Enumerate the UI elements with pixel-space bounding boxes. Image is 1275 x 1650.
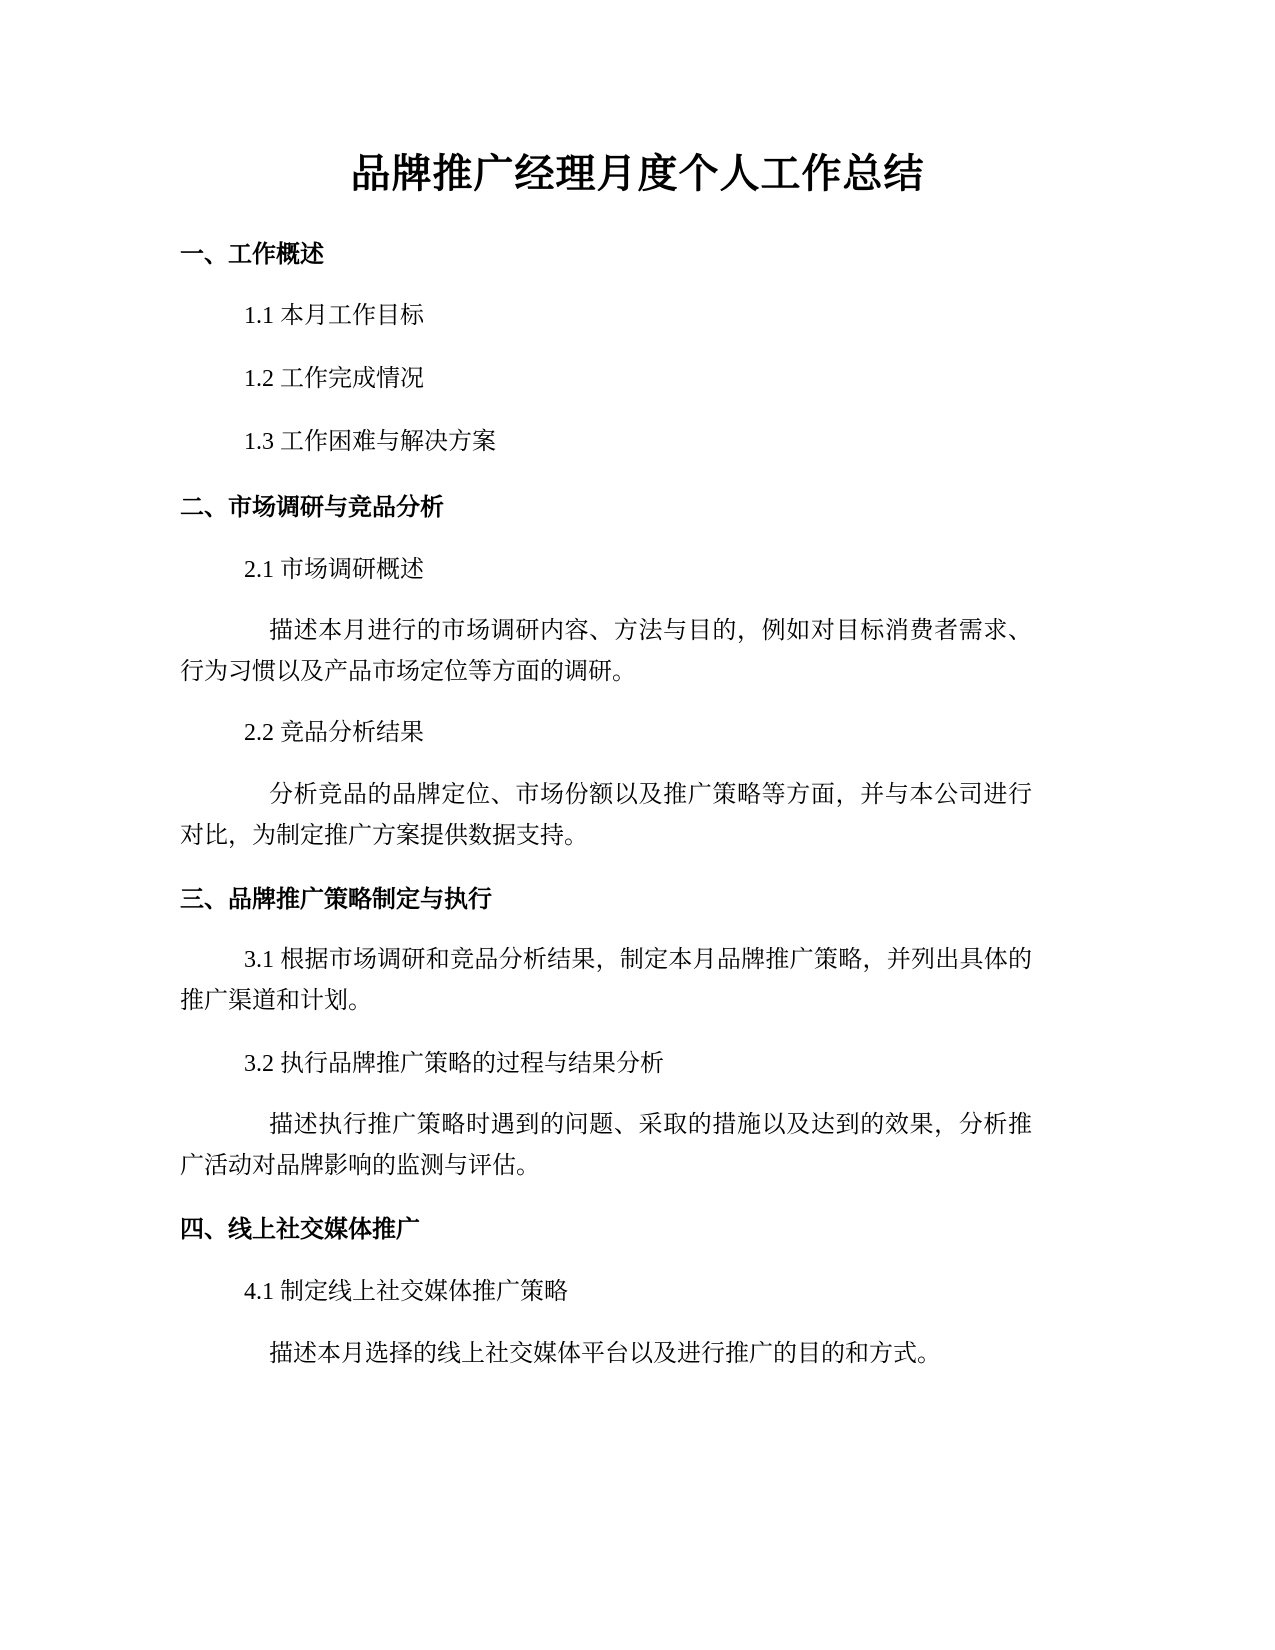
- body-paragraph: 描述执行推广策略时遇到的问题、采取的措施以及达到的效果，分析推广活动对品牌影响的监测与评估。: [180, 1112, 1032, 1179]
- body-paragraph: 分析竞品的品牌定位、市场份额以及推广策略等方面，并与本公司进行对比，为制定推广方案提供数据支持。: [180, 782, 1032, 849]
- section-heading: 一、工作概述: [180, 240, 324, 268]
- section-heading: 三、品牌推广策略制定与执行: [180, 885, 492, 913]
- subsection-heading: 1.3 工作困难与解决方案: [244, 429, 496, 455]
- subsection-heading: 2.2 竞品分析结果: [244, 720, 424, 746]
- section-heading: 四、线上社交媒体推广: [180, 1215, 420, 1243]
- subsection-heading: 1.2 工作完成情况: [244, 366, 424, 392]
- subsection-heading: 4.1 制定线上社交媒体推广策略: [244, 1279, 568, 1305]
- subsection-heading: 1.1 本月工作目标: [244, 303, 424, 329]
- body-paragraph: 描述本月选择的线上社交媒体平台以及进行推广的目的和方式。: [269, 1341, 941, 1367]
- body-paragraph: 描述本月进行的市场调研内容、方法与目的，例如对目标消费者需求、行为习惯以及产品市场定位等方面的调研。: [180, 618, 1032, 685]
- subsection-heading: 2.1 市场调研概述: [244, 557, 424, 583]
- section-heading: 二、市场调研与竞品分析: [180, 493, 444, 521]
- subsection-heading: 3.2 执行品牌推广策略的过程与结果分析: [244, 1051, 664, 1077]
- subsection-paragraph: 3.1 根据市场调研和竞品分析结果，制定本月品牌推广策略，并列出具体的推广渠道和计划。: [180, 947, 1032, 1014]
- document-title: 品牌推广经理月度个人工作总结: [350, 151, 925, 197]
